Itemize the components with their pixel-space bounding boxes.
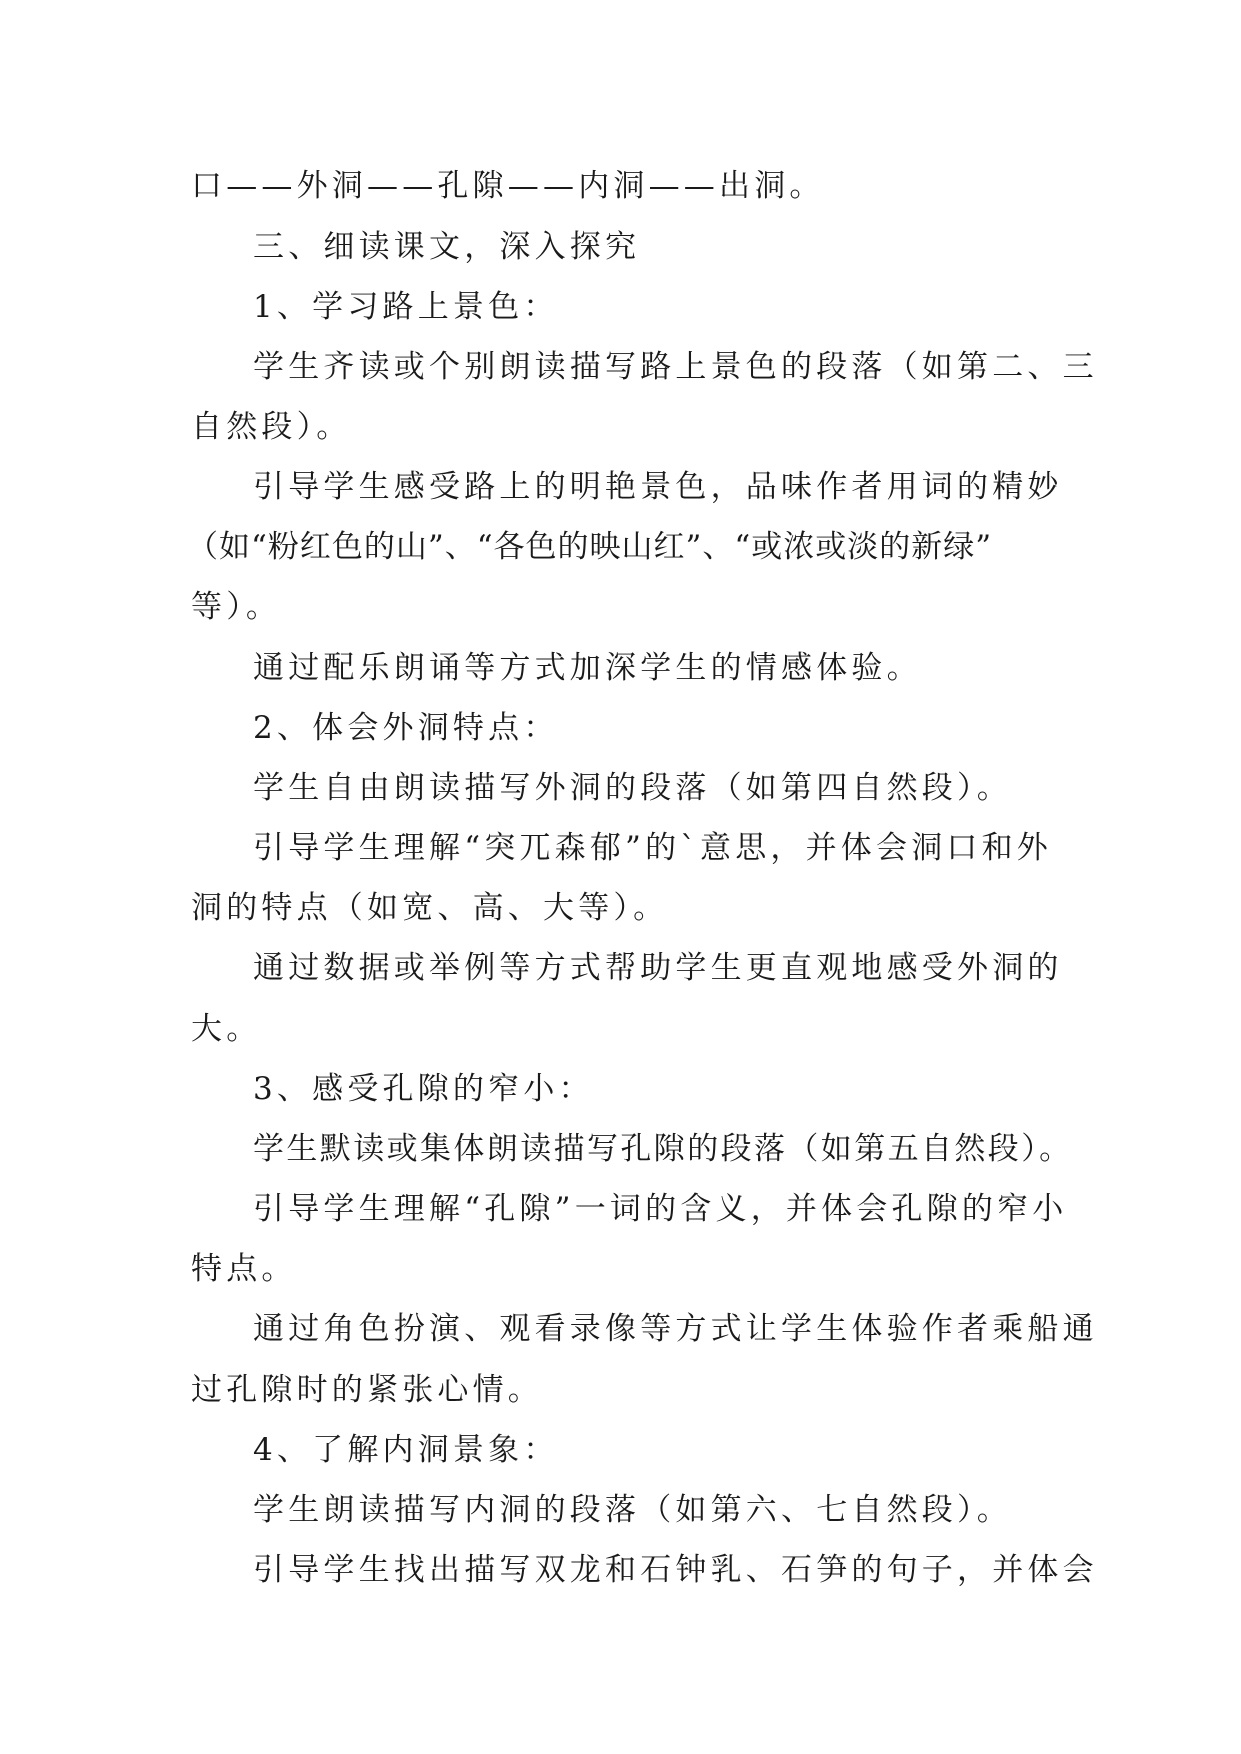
text-line: 学生齐读或个别朗读描写路上景色的段落（如第二、三 xyxy=(253,349,1098,385)
text-line: 口——外洞——孔隙——内洞——出洞。 xyxy=(191,168,825,204)
text-line: 引导学生找出描写双龙和石钟乳、石笋的句子，并体会 xyxy=(253,1552,1098,1588)
subsection-heading: 4、了解内洞景象： xyxy=(253,1432,559,1468)
text-line: 学生自由朗读描写外洞的段落（如第四自然段）。 xyxy=(253,770,1012,806)
text-line: 过孔隙时的紧张心情。 xyxy=(191,1372,543,1408)
text-line: 洞的特点（如宽、高、大等）。 xyxy=(191,890,669,926)
text-line: 通过数据或举例等方式帮助学生更直观地感受外洞的 xyxy=(253,950,1063,986)
text-line: 学生默读或集体朗读描写孔隙的段落（如第五自然段）。 xyxy=(253,1131,1073,1167)
text-line: 大。 xyxy=(191,1011,262,1047)
text-line: 通过配乐朗诵等方式加深学生的情感体验。 xyxy=(253,650,922,686)
text-line: 引导学生理解“孔隙”一词的含义，并体会孔隙的窄小 xyxy=(253,1191,1068,1227)
subsection-heading: 2、体会外洞特点： xyxy=(253,710,559,746)
subsection-heading: 3、感受孔隙的窄小： xyxy=(253,1071,594,1107)
text-line: 引导学生感受路上的明艳景色，品味作者用词的精妙 xyxy=(253,469,1063,505)
text-line: （如“粉红色的山”、“各色的映山红”、“或浓或淡的新绿” xyxy=(187,529,993,565)
text-line: 引导学生理解“突兀森郁”的`意思，并体会洞口和外 xyxy=(253,830,1052,866)
text-line: 自然段）。 xyxy=(191,409,352,445)
text-line: 通过角色扮演、观看录像等方式让学生体验作者乘船通 xyxy=(253,1311,1098,1347)
text-line: 学生朗读描写内洞的段落（如第六、七自然段）。 xyxy=(253,1492,1012,1528)
text-line: 特点。 xyxy=(191,1251,297,1287)
section-heading: 三、细读课文，深入探究 xyxy=(253,229,641,265)
subsection-heading: 1、学习路上景色： xyxy=(253,289,559,325)
text-line: 等）。 xyxy=(191,589,282,625)
